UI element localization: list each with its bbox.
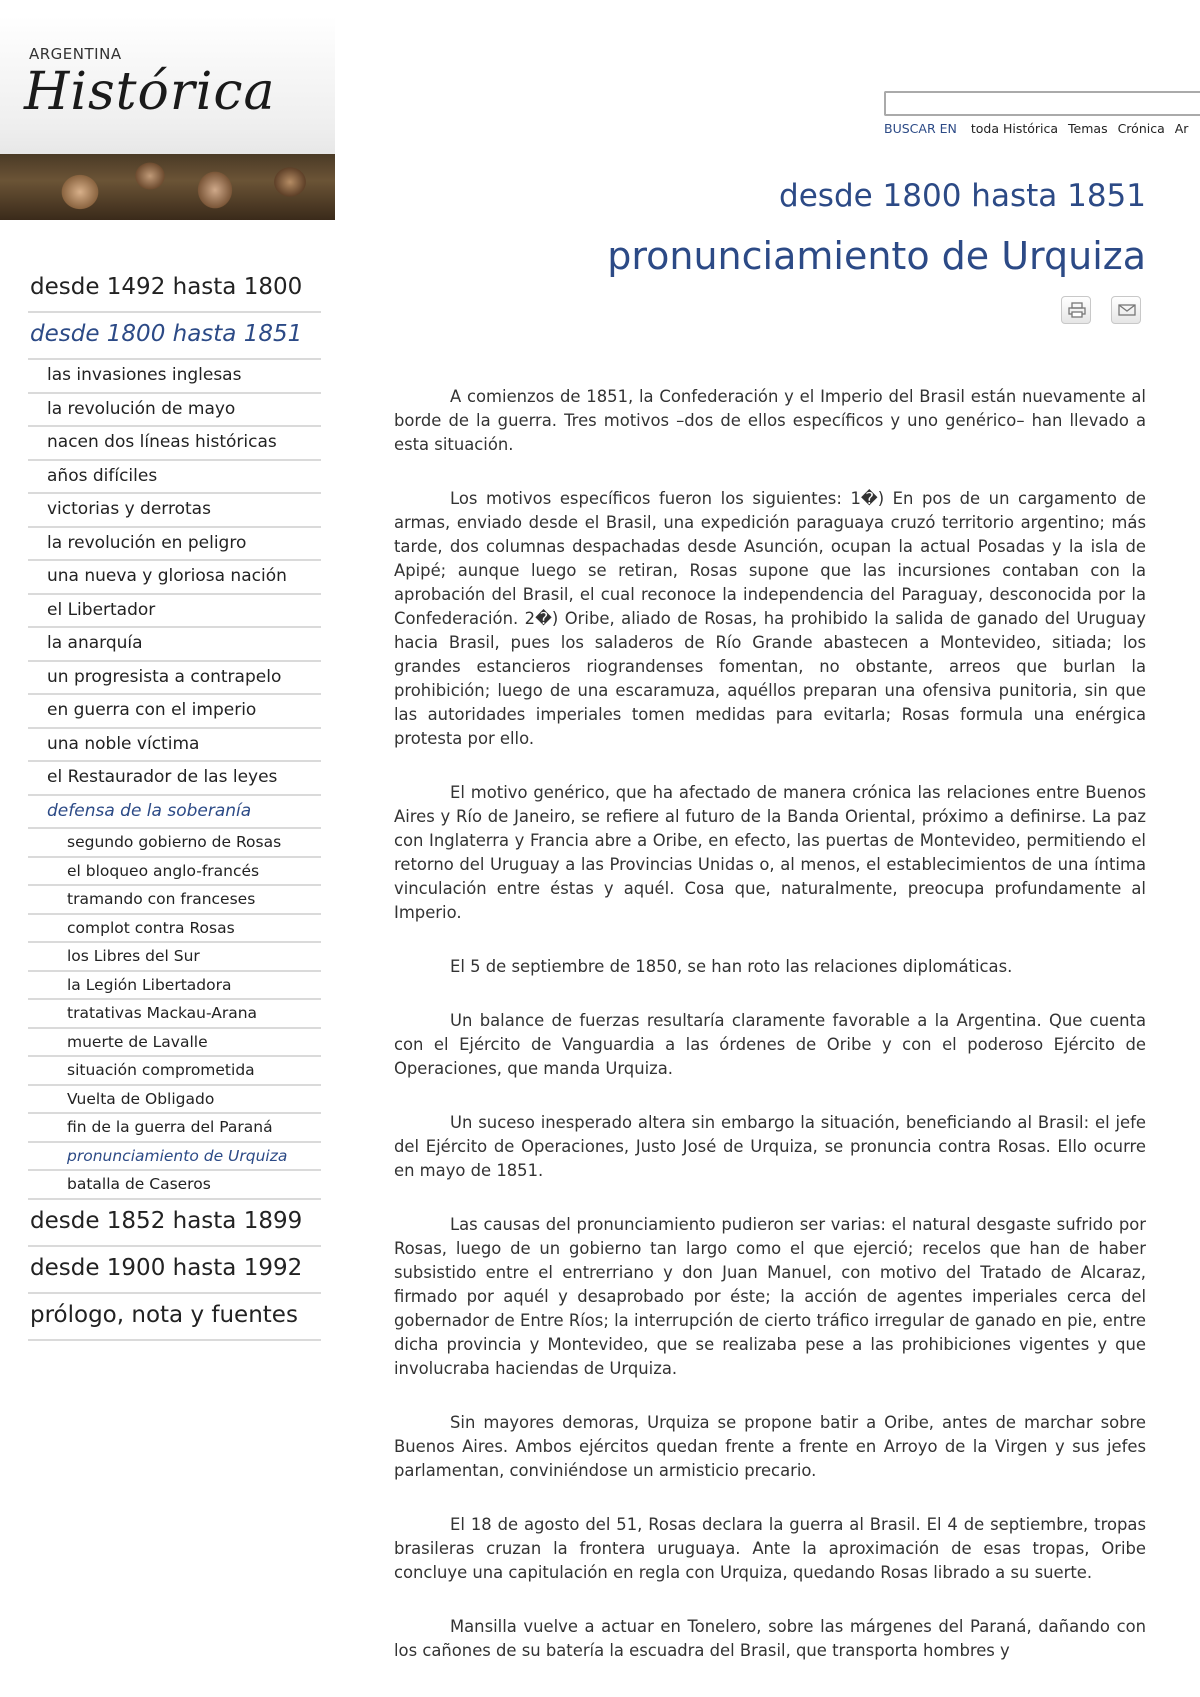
nav-chapter[interactable]: años difíciles	[28, 461, 321, 495]
site-logo[interactable]	[0, 16, 335, 220]
nav-prologue[interactable]: prólogo, nota y fuentes	[28, 1294, 321, 1341]
logo-photo	[0, 154, 335, 220]
email-button[interactable]	[1111, 296, 1141, 324]
nav-chapter[interactable]: la revolución en peligro	[28, 528, 321, 562]
nav-chapter[interactable]: la anarquía	[28, 628, 321, 662]
search-label: BUSCAR EN	[884, 121, 957, 136]
section-title: desde 1800 hasta 1851	[779, 178, 1146, 214]
nav-chapter[interactable]: el Libertador	[28, 595, 321, 629]
logo-country: ARGENTINA	[29, 45, 122, 63]
nav-subchapter[interactable]: los Libres del Sur	[28, 943, 321, 972]
nav-subchapter[interactable]: Vuelta de Obligado	[28, 1086, 321, 1115]
nav-chapter-active[interactable]: defensa de la soberanía	[28, 796, 321, 830]
article-paragraph: A comienzos de 1851, la Confederación y el Imperio del Brasil están nuevamente al borde de la guerra. Tres motivos –dos de ellos específicos y uno genérico– han llevado a esta situación.	[394, 387, 1146, 454]
article-paragraph: El 5 de septiembre de 1850, se han roto las relaciones diplomáticas.	[450, 957, 1013, 976]
nav-subchapter[interactable]: el bloqueo anglo-francés	[28, 858, 321, 887]
nav-subchapter[interactable]: muerte de Lavalle	[28, 1029, 321, 1058]
search-scope-chronicle[interactable]: Crónica	[1117, 121, 1165, 136]
search-input[interactable]	[884, 91, 1200, 116]
nav-chapter[interactable]: un progresista a contrapelo	[28, 662, 321, 696]
nav-subchapter[interactable]: fin de la guerra del Paraná	[28, 1114, 321, 1143]
nav-subchapter-active[interactable]: pronunciamiento de Urquiza	[28, 1143, 321, 1172]
nav-subchapter[interactable]: tratativas Mackau-Arana	[28, 1000, 321, 1029]
sidebar-nav	[28, 266, 321, 1341]
nav-chapter[interactable]: en guerra con el imperio	[28, 695, 321, 729]
nav-subchapter[interactable]: batalla de Caseros	[28, 1171, 321, 1200]
nav-chapter[interactable]: una nueva y gloriosa nación	[28, 561, 321, 595]
article-paragraph: Mansilla vuelve a actuar en Tonelero, sobre las márgenes del Paraná, dañando con los cañones de su batería la escuadra del Brasil, que transporta hombres y	[394, 1617, 1146, 1660]
logo-title: Histórica	[24, 62, 276, 122]
article-paragraph: Sin mayores demoras, Urquiza se propone batir a Oribe, antes de marchar sobre Buenos Aires. Ambos ejércitos quedan frente a frente en Arroyo de la Virgen y sus jefes parlamentan, conviniéndose un armisticio precario.	[394, 1413, 1146, 1480]
article-paragraph: Las causas del pronunciamiento pudieron ser varias: el natural desgaste sufrido por Rosas, luego de un gobierno tan largo como el que ejerció; recelos que han de haber subsistido entre el entrerriano y don Juan Manuel, con motivo del Tratado de Alcaraz, firmado por aquél y desaprobado por éste; la acción de agentes imperiales cerca del gobernador de Entre Ríos; la interrupción de cierto tráfico irregular de ganado en pie, entre dicha provincia y Montevideo, que se realizaba pese a las prohibiciones vigentes y que involucraba haciendas de Urquiza.	[394, 1215, 1146, 1378]
article-body	[394, 385, 1146, 1693]
article-paragraph: El 18 de agosto del 51, Rosas declara la guerra al Brasil. El 4 de septiembre, tropas brasileras cruzan la frontera uruguaya. Ante la aproximación de esas tropas, Oribe concluye una capitulación en regla con Urquiza, quedando Rosas librado a su suerte.	[394, 1515, 1146, 1582]
nav-chapter[interactable]: una noble víctima	[28, 729, 321, 763]
nav-chapter[interactable]: la revolución de mayo	[28, 394, 321, 428]
search-scope-all[interactable]: toda Histórica	[970, 121, 1059, 136]
envelope-icon	[1118, 302, 1136, 318]
nav-period-1800[interactable]: desde 1800 hasta 1851	[28, 313, 321, 360]
article-paragraph: El motivo genérico, que ha afectado de manera crónica las relaciones entre Buenos Aires y Río de Janeiro, se refiere al futuro de la Banda Oriental, próximo a definirse. La paz con Inglaterra y Francia abre a Oribe, en efecto, las puertas de Montevideo, permitiendo el retorno del Uruguay a las Provincias Unidas o, al menos, el establecimientos de una íntima vinculación entre éstas y aquél. Cosa que, naturalmente, preocupa profundamente al Imperio.	[394, 783, 1146, 922]
nav-subchapter[interactable]: situación comprometida	[28, 1057, 321, 1086]
nav-period-1852[interactable]: desde 1852 hasta 1899	[28, 1200, 321, 1247]
search-scopes	[884, 121, 1194, 136]
nav-subchapter[interactable]: tramando con franceses	[28, 886, 321, 915]
nav-subchapter[interactable]: la Legión Libertadora	[28, 972, 321, 1001]
article-paragraph: Un balance de fuerzas resultaría claramente favorable a la Argentina. Que cuenta con el Ejército de Vanguardia a las órdenes de Oribe y con el poderoso Ejército de Operaciones, que manda Urquiza.	[394, 1011, 1146, 1078]
nav-period-1492[interactable]: desde 1492 hasta 1800	[28, 266, 321, 313]
nav-period-1900[interactable]: desde 1900 hasta 1992	[28, 1247, 321, 1294]
nav-subchapter[interactable]: segundo gobierno de Rosas	[28, 829, 321, 858]
page-title: pronunciamiento de Urquiza	[607, 234, 1146, 278]
print-button[interactable]	[1061, 296, 1091, 324]
search-scope-topics[interactable]: Temas	[1068, 121, 1108, 136]
article-paragraph: Los motivos específicos fueron los siguientes: 1�) En pos de un cargamento de armas, enviado desde el Brasil, una expedición paraguaya cruzó territorio argentino; más tarde, dos columnas despachadas desde Asunción, ocupan la actual Posadas y la isla de Apipé; aunque luego se retiran, Rosas supone que las incursiones contaban con la aprobación del Brasil, el cual reconoce la independencia del Paraguay, desconocida por la Confederación. 2�) Oribe, aliado de Rosas, ha prohibido la salida de ganado del Uruguay hacia Brasil, pues los saladeros de Río Grande abastecen a Montevideo, sitiada; los grandes estancieros riograndenses fomentan, no obstante, arreos que burlan la prohibición; luego de una escaramuza, aquéllos preparan una ofensiva punitoria, sin que las autoridades imperiales tomen medidas para evitarla; Rosas formula una enérgica protesta por ello.	[394, 489, 1146, 748]
nav-chapter[interactable]: las invasiones inglesas	[28, 360, 321, 394]
article-paragraph: Un suceso inesperado altera sin embargo la situación, beneficiando al Brasil: el jefe del Ejército de Operaciones, Justo José de Urquiza, se pronuncia contra Rosas. Ello ocurre en mayo de 1851.	[394, 1113, 1146, 1180]
nav-chapter[interactable]: nacen dos líneas históricas	[28, 427, 321, 461]
printer-icon	[1068, 302, 1086, 318]
nav-subchapter[interactable]: complot contra Rosas	[28, 915, 321, 944]
nav-chapter[interactable]: victorias y derrotas	[28, 494, 321, 528]
search-scope-more[interactable]: Ar	[1174, 121, 1189, 136]
nav-chapter[interactable]: el Restaurador de las leyes	[28, 762, 321, 796]
